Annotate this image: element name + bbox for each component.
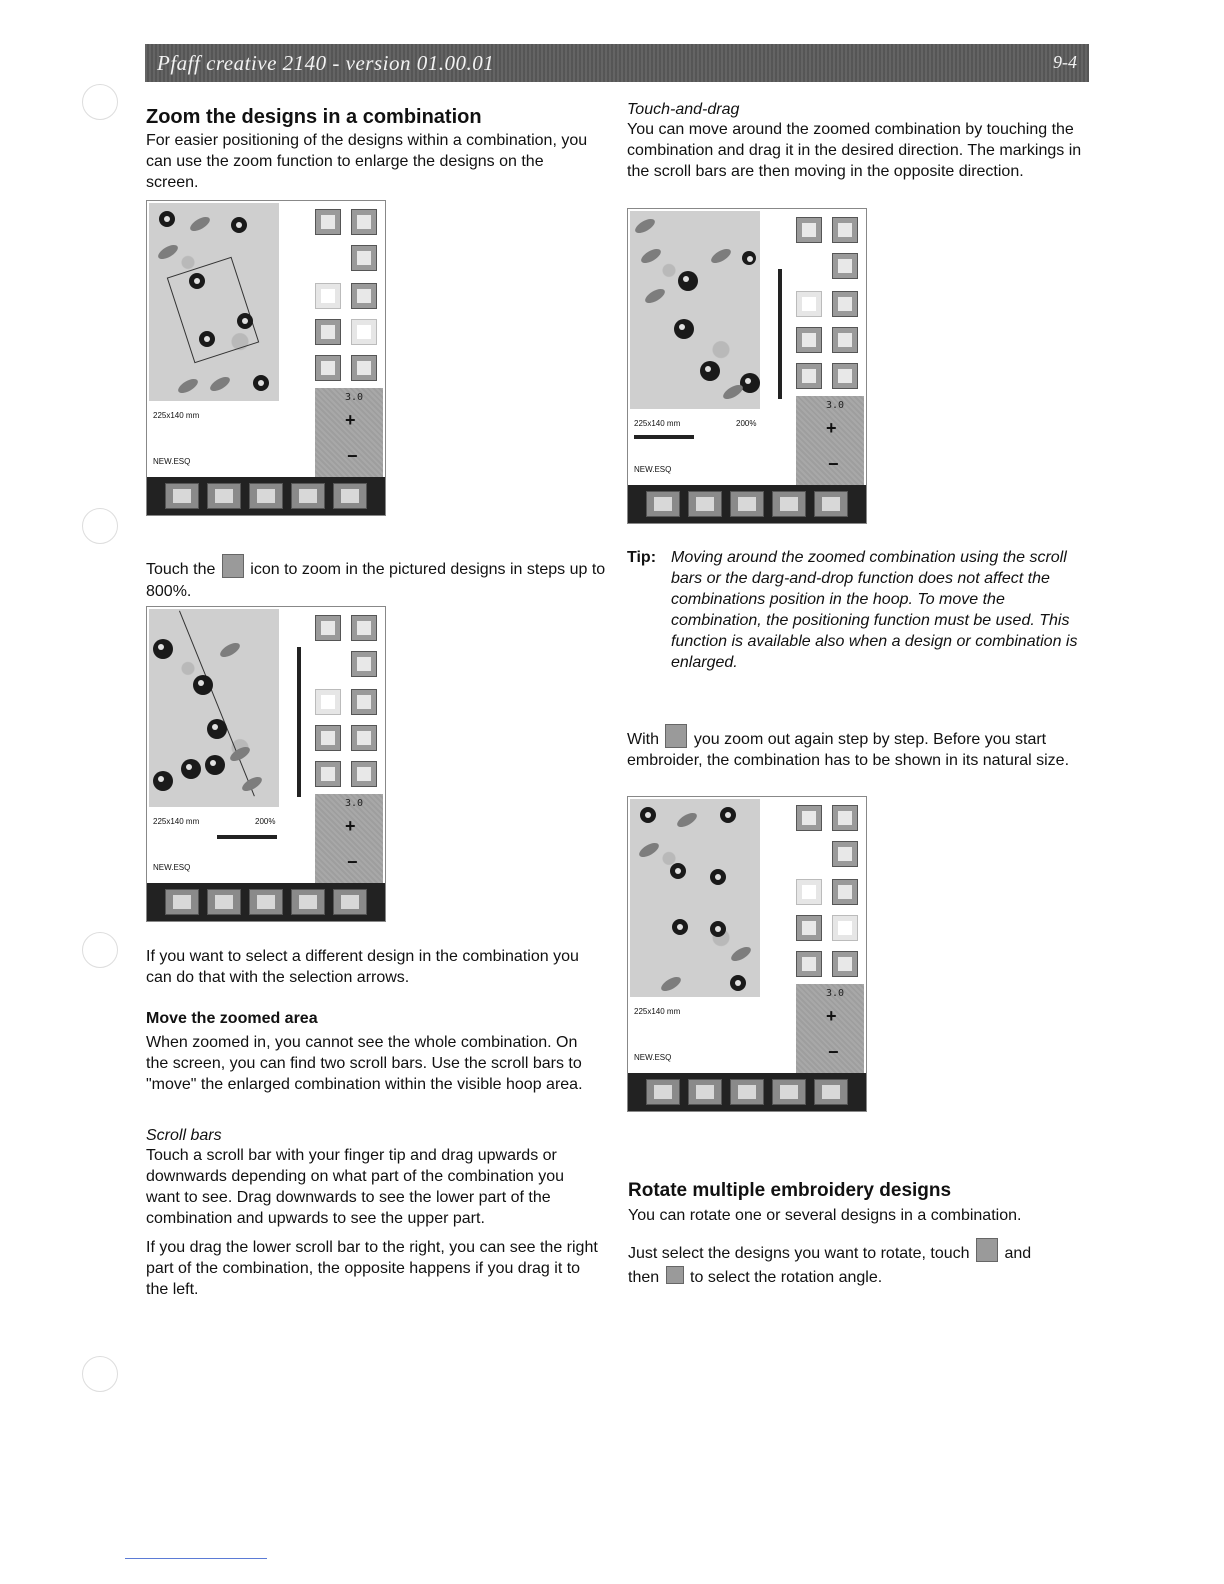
minus-icon[interactable]: −: [347, 852, 358, 872]
file-label: NEW.ESQ: [634, 1053, 672, 1062]
screen-natural-1: [146, 200, 386, 516]
image-button[interactable]: [832, 217, 858, 243]
edit-button[interactable]: [796, 951, 822, 977]
list-button[interactable]: [832, 841, 858, 867]
touch-pre: Touch the: [146, 561, 216, 578]
vertical-scrollbar[interactable]: [297, 647, 301, 797]
size-label: 225x140 mm: [634, 419, 681, 428]
touch-post: icon to zoom in the pictured designs in steps up to 800%.: [146, 561, 606, 600]
design-preview-zoomed: [149, 609, 279, 807]
hoop-button[interactable]: [832, 951, 858, 977]
down-arrow-button[interactable]: [315, 689, 341, 715]
manual-title: Pfaff creative 2140 - version 01.00.01: [157, 51, 495, 75]
screen-zoomed-1: [146, 606, 386, 922]
list-button[interactable]: [832, 253, 858, 279]
menu-tab-icon[interactable]: [165, 889, 199, 915]
menu-tab-icon[interactable]: [646, 491, 680, 517]
zoom-in-button[interactable]: [832, 291, 858, 317]
esc-tab-icon[interactable]: [333, 483, 367, 509]
drag-text: If you drag the lower scroll bar to the right, you can see the right part of the combination, the opposite happens if you drag it to the left.: [146, 1239, 598, 1298]
with-text: [627, 724, 1087, 771]
up-arrow-button[interactable]: [315, 615, 341, 641]
minus-icon[interactable]: −: [828, 1042, 839, 1062]
ok-tab-icon[interactable]: [291, 483, 325, 509]
zoom-out-button[interactable]: [832, 915, 858, 941]
tad-text: You can move around the zoomed combination by touching the combination and drag it in the desired direction. The markings in the scroll bars are then moving in the opposite direction.: [627, 121, 1082, 180]
zoom-in-button[interactable]: [351, 689, 377, 715]
file-label: NEW.ESQ: [153, 457, 191, 466]
image-button[interactable]: [351, 209, 377, 235]
screen-toolbar: [147, 477, 385, 515]
scroll-heading: Scroll bars: [146, 1127, 222, 1144]
tip-label: Tip:: [627, 549, 657, 566]
esc-tab-icon[interactable]: [814, 1079, 848, 1105]
design-preview: [149, 203, 279, 401]
screen-toolbar: [628, 485, 866, 523]
image-button[interactable]: [832, 805, 858, 831]
stitch-dial[interactable]: [315, 794, 383, 890]
hoop-tab-icon[interactable]: [207, 889, 241, 915]
tad-heading: Touch-and-drag: [627, 101, 740, 118]
just-pre: Just select the designs you want to rotate, touch: [628, 1245, 970, 1262]
zoom-out-button[interactable]: [832, 327, 858, 353]
horizontal-scrollbar[interactable]: [217, 835, 277, 839]
up-arrow-button[interactable]: [796, 805, 822, 831]
stitch-value: 3.0: [826, 988, 845, 999]
file-label: NEW.ESQ: [153, 863, 191, 872]
hoop-button[interactable]: [351, 355, 377, 381]
tip-text: Moving around the zoomed combination using the scroll bars or the darg-and-drop function does not affect the combinations position in the hoop. To move the combination, the positioning function must be used. This function is available also when a design or combination is enlarged.: [671, 549, 1078, 671]
page-number: 9-4: [1053, 52, 1077, 72]
plus-icon[interactable]: +: [345, 816, 356, 836]
binder-hole: [82, 508, 118, 544]
design-preview: [630, 799, 760, 997]
ok-tab-icon[interactable]: [772, 1079, 806, 1105]
down-arrow-button[interactable]: [796, 291, 822, 317]
select-button[interactable]: [796, 327, 822, 353]
edit-button[interactable]: [315, 761, 341, 787]
binder-hole: [82, 1356, 118, 1392]
select-button[interactable]: [315, 319, 341, 345]
select-button[interactable]: [796, 915, 822, 941]
select-text: If you want to select a different design in the combination you can do that with the selection arrows.: [146, 948, 579, 986]
select-all-icon: [976, 1238, 998, 1262]
rotate-text: You can rotate one or several designs in a combination.: [628, 1207, 1022, 1224]
size-label: 225x140 mm: [153, 817, 200, 826]
menu-tab-icon[interactable]: [165, 483, 199, 509]
horizontal-scrollbar[interactable]: [634, 435, 694, 439]
hoop-tab-icon[interactable]: [688, 1079, 722, 1105]
screen-toolbar: [147, 883, 385, 921]
then-post: to select the rotation angle.: [690, 1269, 883, 1286]
screen-toolbar: [628, 1073, 866, 1111]
move-text: When zoomed in, you cannot see the whole combination. On the screen, you can find two scroll bars. Use the scroll bars to "move" the enlarged combination within the visible hoop area.: [146, 1034, 583, 1093]
with-post: you zoom out again step by step. Before you start embroider, the combination has to be shown in its natural size.: [627, 731, 1070, 769]
with-pre: With: [627, 731, 659, 748]
plus-icon[interactable]: +: [345, 410, 356, 430]
list-button[interactable]: [351, 245, 377, 271]
zoom-out-button[interactable]: [351, 725, 377, 751]
footer-line: [125, 1558, 267, 1559]
plus-icon[interactable]: +: [826, 418, 837, 438]
zoom-in-button[interactable]: [351, 283, 377, 309]
move-heading: Move the zoomed area: [146, 1010, 318, 1027]
hoop-tab-icon[interactable]: [207, 483, 241, 509]
file-label: NEW.ESQ: [634, 465, 672, 474]
menu-tab-icon[interactable]: [646, 1079, 680, 1105]
zoom-intro: For easier positioning of the designs within a combination, you can use the zoom function to enlarge the designs on the screen.: [146, 132, 588, 191]
up-arrow-button[interactable]: [315, 209, 341, 235]
zoom-out-button[interactable]: [351, 319, 377, 345]
size-label: 225x140 mm: [634, 1007, 681, 1016]
down-arrow-button[interactable]: [315, 283, 341, 309]
stitch-dial[interactable]: [315, 388, 383, 484]
info-tab-icon[interactable]: [249, 889, 283, 915]
hoop-tab-icon[interactable]: [688, 491, 722, 517]
image-button[interactable]: [351, 615, 377, 641]
stitch-value: 3.0: [345, 798, 364, 809]
zoom-label: 200%: [736, 419, 757, 428]
then-pre: then: [628, 1269, 660, 1286]
screen-natural-2: [627, 796, 867, 1112]
zoom-heading: Zoom the designs in a combination: [146, 106, 482, 128]
info-tab-icon[interactable]: [730, 491, 764, 517]
select-button[interactable]: [315, 725, 341, 751]
just-and: and: [1004, 1245, 1032, 1262]
hoop-button[interactable]: [832, 363, 858, 389]
zoom-label: 200%: [255, 817, 276, 826]
binder-hole: [82, 84, 118, 120]
ok-tab-icon[interactable]: [772, 491, 806, 517]
rotate-icon: [666, 1266, 684, 1284]
zoom-in-icon: [222, 554, 244, 578]
down-arrow-button[interactable]: [796, 879, 822, 905]
plus-icon[interactable]: +: [826, 1006, 837, 1026]
info-tab-icon[interactable]: [730, 1079, 764, 1105]
stitch-value: 3.0: [345, 392, 364, 403]
info-tab-icon[interactable]: [249, 483, 283, 509]
just-select-text: [628, 1238, 1088, 1290]
rotate-heading: Rotate multiple embroidery designs: [628, 1180, 952, 1201]
esc-tab-icon[interactable]: [814, 491, 848, 517]
minus-icon[interactable]: −: [347, 446, 358, 466]
minus-icon[interactable]: −: [828, 454, 839, 474]
stitch-dial[interactable]: [796, 396, 864, 492]
screen-zoomed-2: [627, 208, 867, 524]
size-label: 225x140 mm: [153, 411, 200, 420]
hoop-button[interactable]: [351, 761, 377, 787]
vertical-scrollbar[interactable]: [778, 269, 782, 399]
binder-hole: [82, 932, 118, 968]
ok-tab-icon[interactable]: [291, 889, 325, 915]
up-arrow-button[interactable]: [796, 217, 822, 243]
zoom-out-icon: [665, 724, 687, 748]
esc-tab-icon[interactable]: [333, 889, 367, 915]
design-preview-zoomed: [630, 211, 760, 409]
edit-button[interactable]: [796, 363, 822, 389]
stitch-value: 3.0: [826, 400, 845, 411]
stitch-dial[interactable]: [796, 984, 864, 1080]
page-header: [145, 44, 1089, 82]
scroll-text: Touch a scroll bar with your finger tip and drag upwards or downwards depending on what part of the combination you want to see. Drag downwards to see the lower part of the combination and upwards to see the upper part.: [146, 1147, 565, 1227]
edit-button[interactable]: [315, 355, 341, 381]
zoom-in-button[interactable]: [832, 879, 858, 905]
list-button[interactable]: [351, 651, 377, 677]
